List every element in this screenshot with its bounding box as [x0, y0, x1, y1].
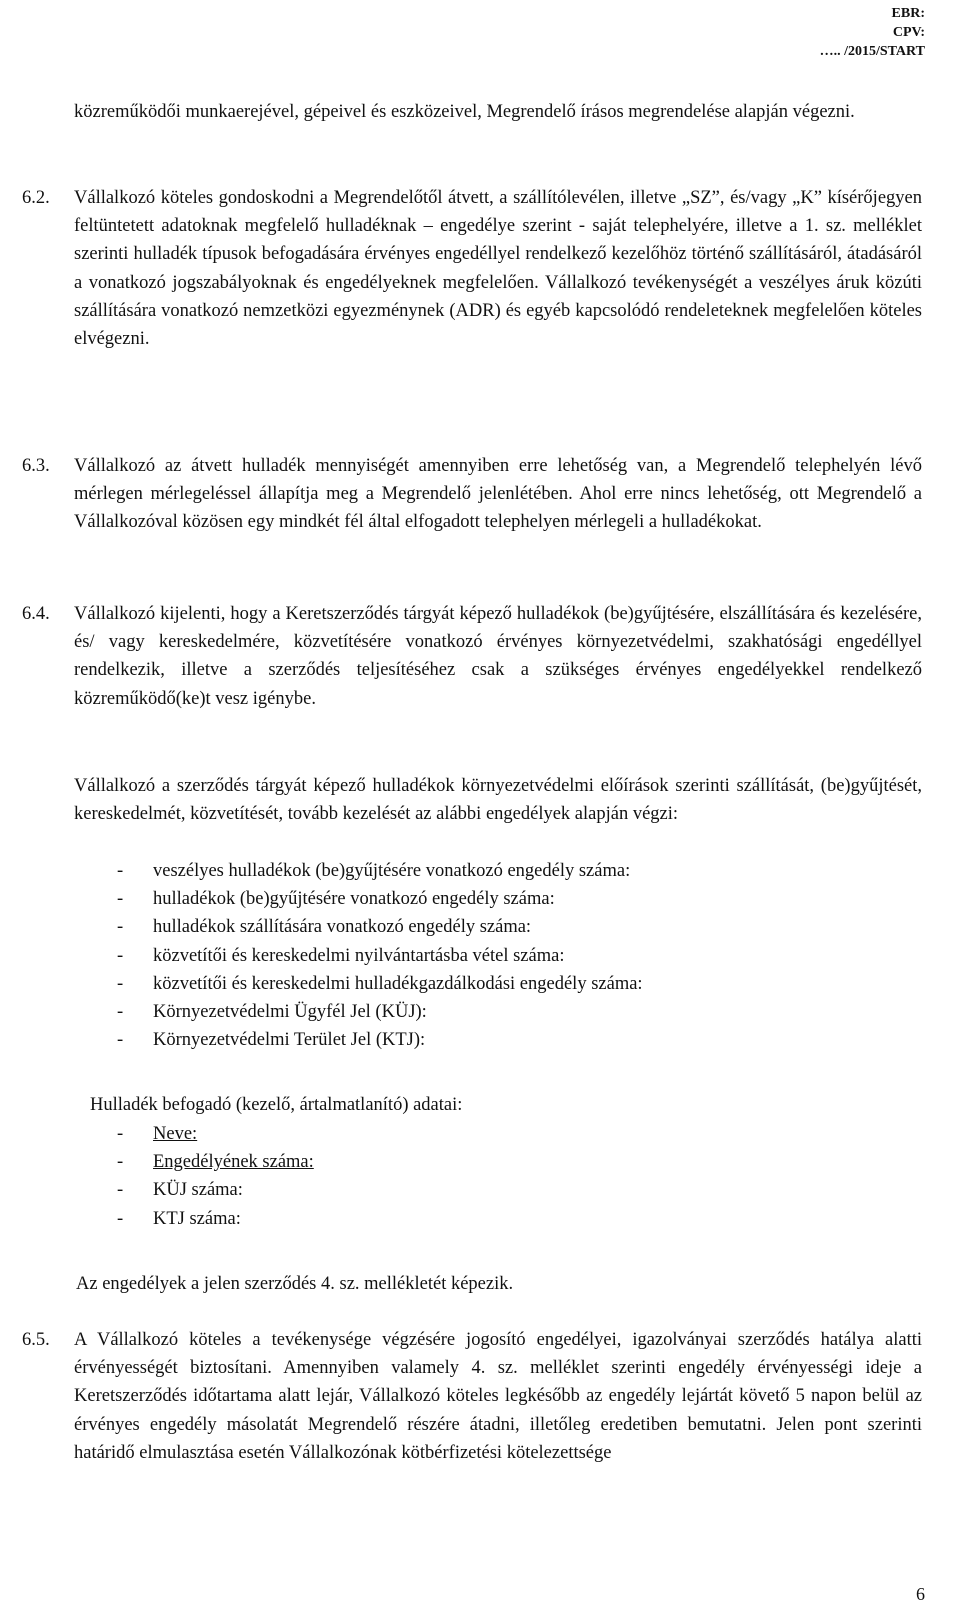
page-number: 6: [916, 1584, 925, 1604]
list-item: - közvetítői és kereskedelmi nyilvántartásba vétel száma:: [117, 945, 565, 966]
permits-list: [117, 857, 643, 1054]
section-number-6-5: 6.5.: [22, 1330, 50, 1350]
list-item: - Környezetvédelmi Ügyfél Jel (KÜJ):: [117, 1002, 427, 1023]
section-number-6-4: 6.4.: [22, 604, 50, 624]
list-item: - hulladékok szállítására vonatkozó engedély száma:: [117, 917, 532, 938]
list-item: - KTJ száma:: [117, 1208, 241, 1229]
list-item: - KÜJ száma:: [117, 1180, 243, 1201]
list-item: - Környezetvédelmi Terület Jel (KTJ):: [117, 1030, 426, 1051]
section-6-4-text: Vállalkozó kijelenti, hogy a Keretszerződés tárgyát képező hulladékok (be)gyűjtésére, elszállítására és kezelésére, és/ vagy kereskedelmére, közvetítésére vonatkozó érvényes környezetvédelmi, szakhatósági engedéllyel rendelkezik, illetve a szerződés teljesítéséhez csak a szükséges érvényes engedélyekkel rendelkező közreműködő(ke)t vesz igénybe.: [74, 604, 922, 709]
section-6-2-text: [74, 184, 922, 353]
intro-paragraph: közreműködői munkaerejével, gépeivel és eszközeivel, Megrendelő írásos megrendelése alapján végezni.: [74, 102, 855, 122]
receiver-intro: Hulladék befogadó (kezelő, ártalmatlanító) adatai:: [90, 1095, 463, 1115]
section-6-3-text: Vállalkozó az átvett hulladék mennyiségét amennyiben erre lehetőség van, a Megrendelő telephelyén lévő mérlegen mérlegeléssel állapítja meg a Megrendelő jelenlétében. Ahol erre nincs lehetőség, ott Megrendelő a Vállalkozóval közösen egy mindkét fél által elfogadott telephelyen mérlegeli a hulladékokat.: [74, 456, 922, 533]
header-ebr: EBR:: [891, 6, 925, 21]
permits-intro: Vállalkozó a szerződés tárgyát képező hulladékok környezetvédelmi előírások szerinti szállítását, (be)gyűjtését, kereskedelmét, közvetítését, tovább kezelését az alábbi engedélyek alapján végzi:: [74, 776, 922, 825]
section-number-6-2: 6.2.: [22, 188, 50, 208]
list-item: - veszélyes hulladékok (be)gyűjtésére vonatkozó engedély száma:: [117, 861, 631, 881]
document-header: [820, 4, 925, 61]
receiver-list: [117, 1120, 314, 1233]
list-item: - Engedélyének száma:: [117, 1152, 314, 1173]
list-item: - hulladékok (be)gyűjtésére vonatkozó engedély száma:: [117, 889, 555, 910]
section-6-5-text: A Vállalkozó köteles a tevékenysége végzésére jogosító engedélyei, igazolványai szerződés hatálya alatti érvényességét biztosítani. Amennyiben valamely 4. sz. melléklet szerinti engedély érvényességi ideje a Keretszerződés időtartama alatt lejár, Vállalkozó köteles legkésőbb az engedély lejártát követő 5 napon belül az érvényes engedély másolatát Megrendelő részére átadni, illetőleg eredetiben bemutatni. Jelen pont szerinti határidő elmulasztása esetén Vállalkozónak kötbérfizetési kötelezettsége: [74, 1330, 922, 1463]
list-item: - közvetítői és kereskedelmi hulladékgazdálkodási engedély száma:: [117, 973, 643, 994]
header-ref: ….. /2015/START: [819, 44, 925, 59]
list-item: - Neve:: [117, 1124, 198, 1144]
header-cpv: CPV:: [892, 25, 925, 40]
annex-note: Az engedélyek a jelen szerződés 4. sz. mellékletét képezik.: [76, 1274, 514, 1294]
section-6-2-part-b: Vállalkozó tevékenységét a veszélyes áruk közúti szállítására vonatkozó nemzetközi egyezménynek (ADR) és egyéb kapcsolódó rendeleteknek megfelelően köteles elvégezni.: [74, 272, 923, 350]
section-6-2-part-a: Vállalkozó köteles gondoskodni a Megrendelőtől átvett, a szállítólevélen, illetve „SZ”, és/vagy „K” kísérőjegyen feltüntetett adatoknak megfelelő hulladéknak – engedélye szerint - saját telephelyére, illetve a 1. sz. melléklet szerinti hulladék típusok befogadására érvényes engedéllyel rendelkező kezelőhöz történő szállításáról, átadásáról a vonatkozó jogszabályoknak és engedélyeknek megfelelően.: [74, 188, 922, 293]
section-number-6-3: 6.3.: [22, 456, 50, 476]
